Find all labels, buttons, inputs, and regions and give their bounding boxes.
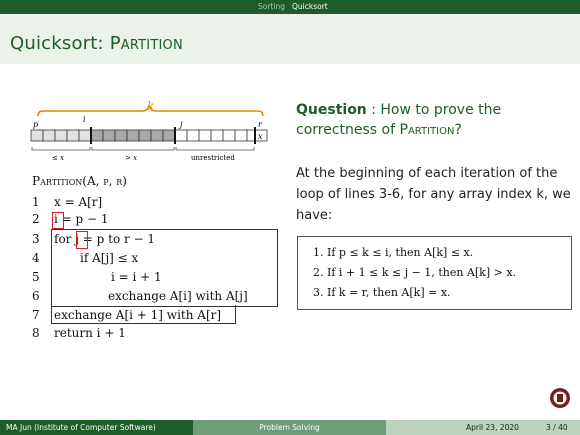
title-name: Partition [109, 33, 183, 54]
code-line-6: exchange A[i] with A[j] [108, 289, 248, 303]
unrestricted-label: unrestricted [191, 154, 235, 162]
question-text: How to prove the correctness of [296, 102, 502, 138]
nav-quicksort[interactable]: Quicksort [292, 2, 328, 11]
question-label: Question [296, 102, 367, 118]
footer-bar [0, 420, 580, 435]
r-label: r [258, 120, 262, 129]
i-label: i [83, 115, 86, 124]
loop-box [51, 229, 278, 307]
question-end: ? [454, 122, 462, 138]
gt-cells [91, 130, 175, 141]
x-cell-label: x [258, 132, 263, 141]
condition-3: 3. If k = r, then A[k] = x. [313, 286, 451, 299]
p-label: p [33, 120, 39, 129]
slide-title [10, 33, 183, 54]
footer-topic: Problem Solving [193, 420, 386, 435]
top-nav-bar [0, 0, 580, 14]
line-number: 3 [32, 232, 40, 246]
code-line-7: exchange A[i + 1] with A[r] [54, 308, 222, 322]
title-prefix: Quicksort: [10, 33, 104, 54]
code-line-2: i = p − 1 [54, 212, 109, 226]
footer-right [386, 420, 580, 435]
footer-author: MA Jun (Institute of Computer Software) [0, 420, 193, 435]
k-label: k [147, 100, 155, 113]
line7-box [51, 305, 236, 324]
footer-page[interactable]: 3 / 40 [546, 423, 568, 432]
line-number: 7 [32, 308, 40, 322]
line-number: 4 [32, 251, 40, 265]
unrestricted-cells [175, 130, 267, 141]
code-line-4: if A[j] ≤ x [80, 251, 139, 265]
j-label: j [180, 120, 183, 129]
line-number: 6 [32, 289, 40, 303]
leq-x-label: ≤ x [52, 154, 65, 162]
code-line-3: for j = p to r − 1 [54, 232, 156, 246]
invariant-paragraph: At the beginning of each iteration of the loop of lines 3-6, for any array index k, we have: [296, 166, 571, 223]
nav-sorting[interactable]: Sorting [258, 2, 285, 11]
condition-2: 2. If i + 1 ≤ k ≤ j − 1, then A[k] > x. [313, 266, 517, 279]
partition-array-diagram [28, 100, 278, 170]
footer-date: April 23, 2020 [466, 423, 519, 432]
i-highlight-box [52, 212, 64, 229]
question-heading [296, 100, 571, 140]
code-line-1: x = A[r] [54, 195, 103, 209]
line-number: 1 [32, 195, 40, 209]
question-sep: : [371, 102, 376, 118]
line-number: 2 [32, 212, 40, 226]
line-number: 5 [32, 270, 40, 284]
gt-x-label: > x [125, 154, 138, 162]
question-name: Partition [399, 122, 455, 138]
university-logo-icon [549, 387, 571, 409]
invariant-conditions-box [297, 236, 572, 310]
algorithm-header: Partition(A, p, r) [32, 174, 127, 188]
code-line-5: i = i + 1 [111, 270, 162, 284]
condition-1: 1. If p ≤ k ≤ i, then A[k] ≤ x. [313, 246, 474, 259]
code-line-8: return i + 1 [54, 326, 126, 340]
line-number: 8 [32, 326, 40, 340]
leq-cells [31, 130, 91, 141]
